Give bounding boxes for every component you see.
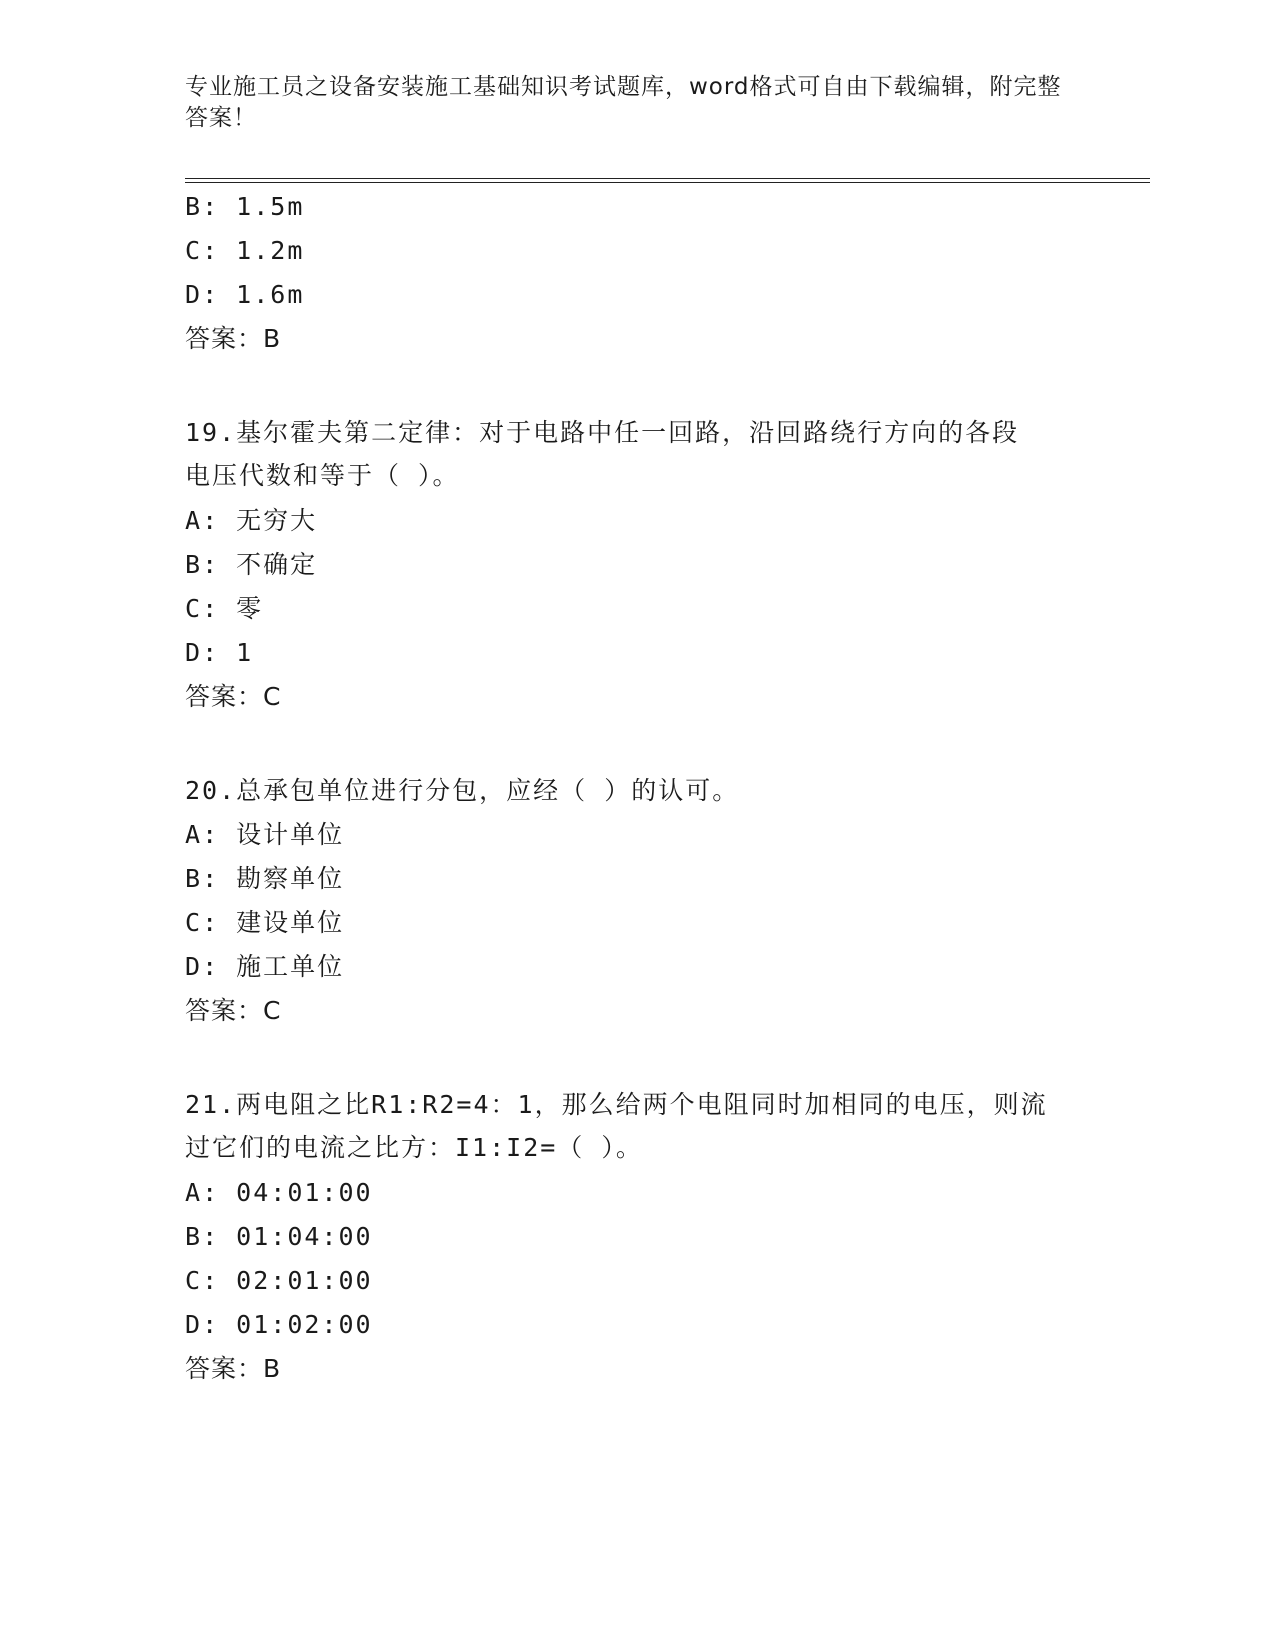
option-b: B: 01:04:00 — [185, 1222, 373, 1251]
answer: 答案：C — [185, 682, 282, 711]
option-c: C: 1.2m — [185, 236, 305, 265]
answer: 答案：C — [185, 996, 282, 1025]
option-c: C: 02:01:00 — [185, 1266, 373, 1295]
question-stem: 21.两电阻之比R1:R2=4：1，那么给两个电阻同时加相同的电压，则流 — [185, 1090, 1048, 1119]
option-a: A: 设计单位 — [185, 820, 345, 849]
option-d: D: 1.6m — [185, 280, 305, 309]
document-header: 专业施工员之设备安装施工基础知识考试题库，word格式可自由下载编辑，附完整答案！ — [185, 74, 1062, 131]
question-stem-continued: 过它们的电流之比方：I1:I2=（ ）。 — [185, 1133, 643, 1162]
option-b: B: 1.5m — [185, 192, 305, 221]
question-stem: 20.总承包单位进行分包，应经（ ）的认可。 — [185, 776, 740, 805]
option-c: C: 建设单位 — [185, 908, 345, 937]
question-stem: 19.基尔霍夫第二定律：对于电路中任一回路，沿回路绕行方向的各段 — [185, 418, 1020, 447]
header-divider-bottom — [185, 182, 1150, 183]
option-a: A: 无穷大 — [185, 506, 318, 535]
option-b: B: 勘察单位 — [185, 864, 345, 893]
option-d: D: 施工单位 — [185, 952, 345, 981]
option-a: A: 04:01:00 — [185, 1178, 373, 1207]
answer: 答案：B — [185, 324, 282, 353]
header-divider-top — [185, 178, 1150, 179]
option-b: B: 不确定 — [185, 550, 318, 579]
option-d: D: 01:02:00 — [185, 1310, 373, 1339]
answer: 答案：B — [185, 1354, 282, 1383]
option-c: C: 零 — [185, 594, 264, 623]
option-d: D: 1 — [185, 638, 254, 667]
question-stem-continued: 电压代数和等于（ ）。 — [185, 461, 460, 490]
